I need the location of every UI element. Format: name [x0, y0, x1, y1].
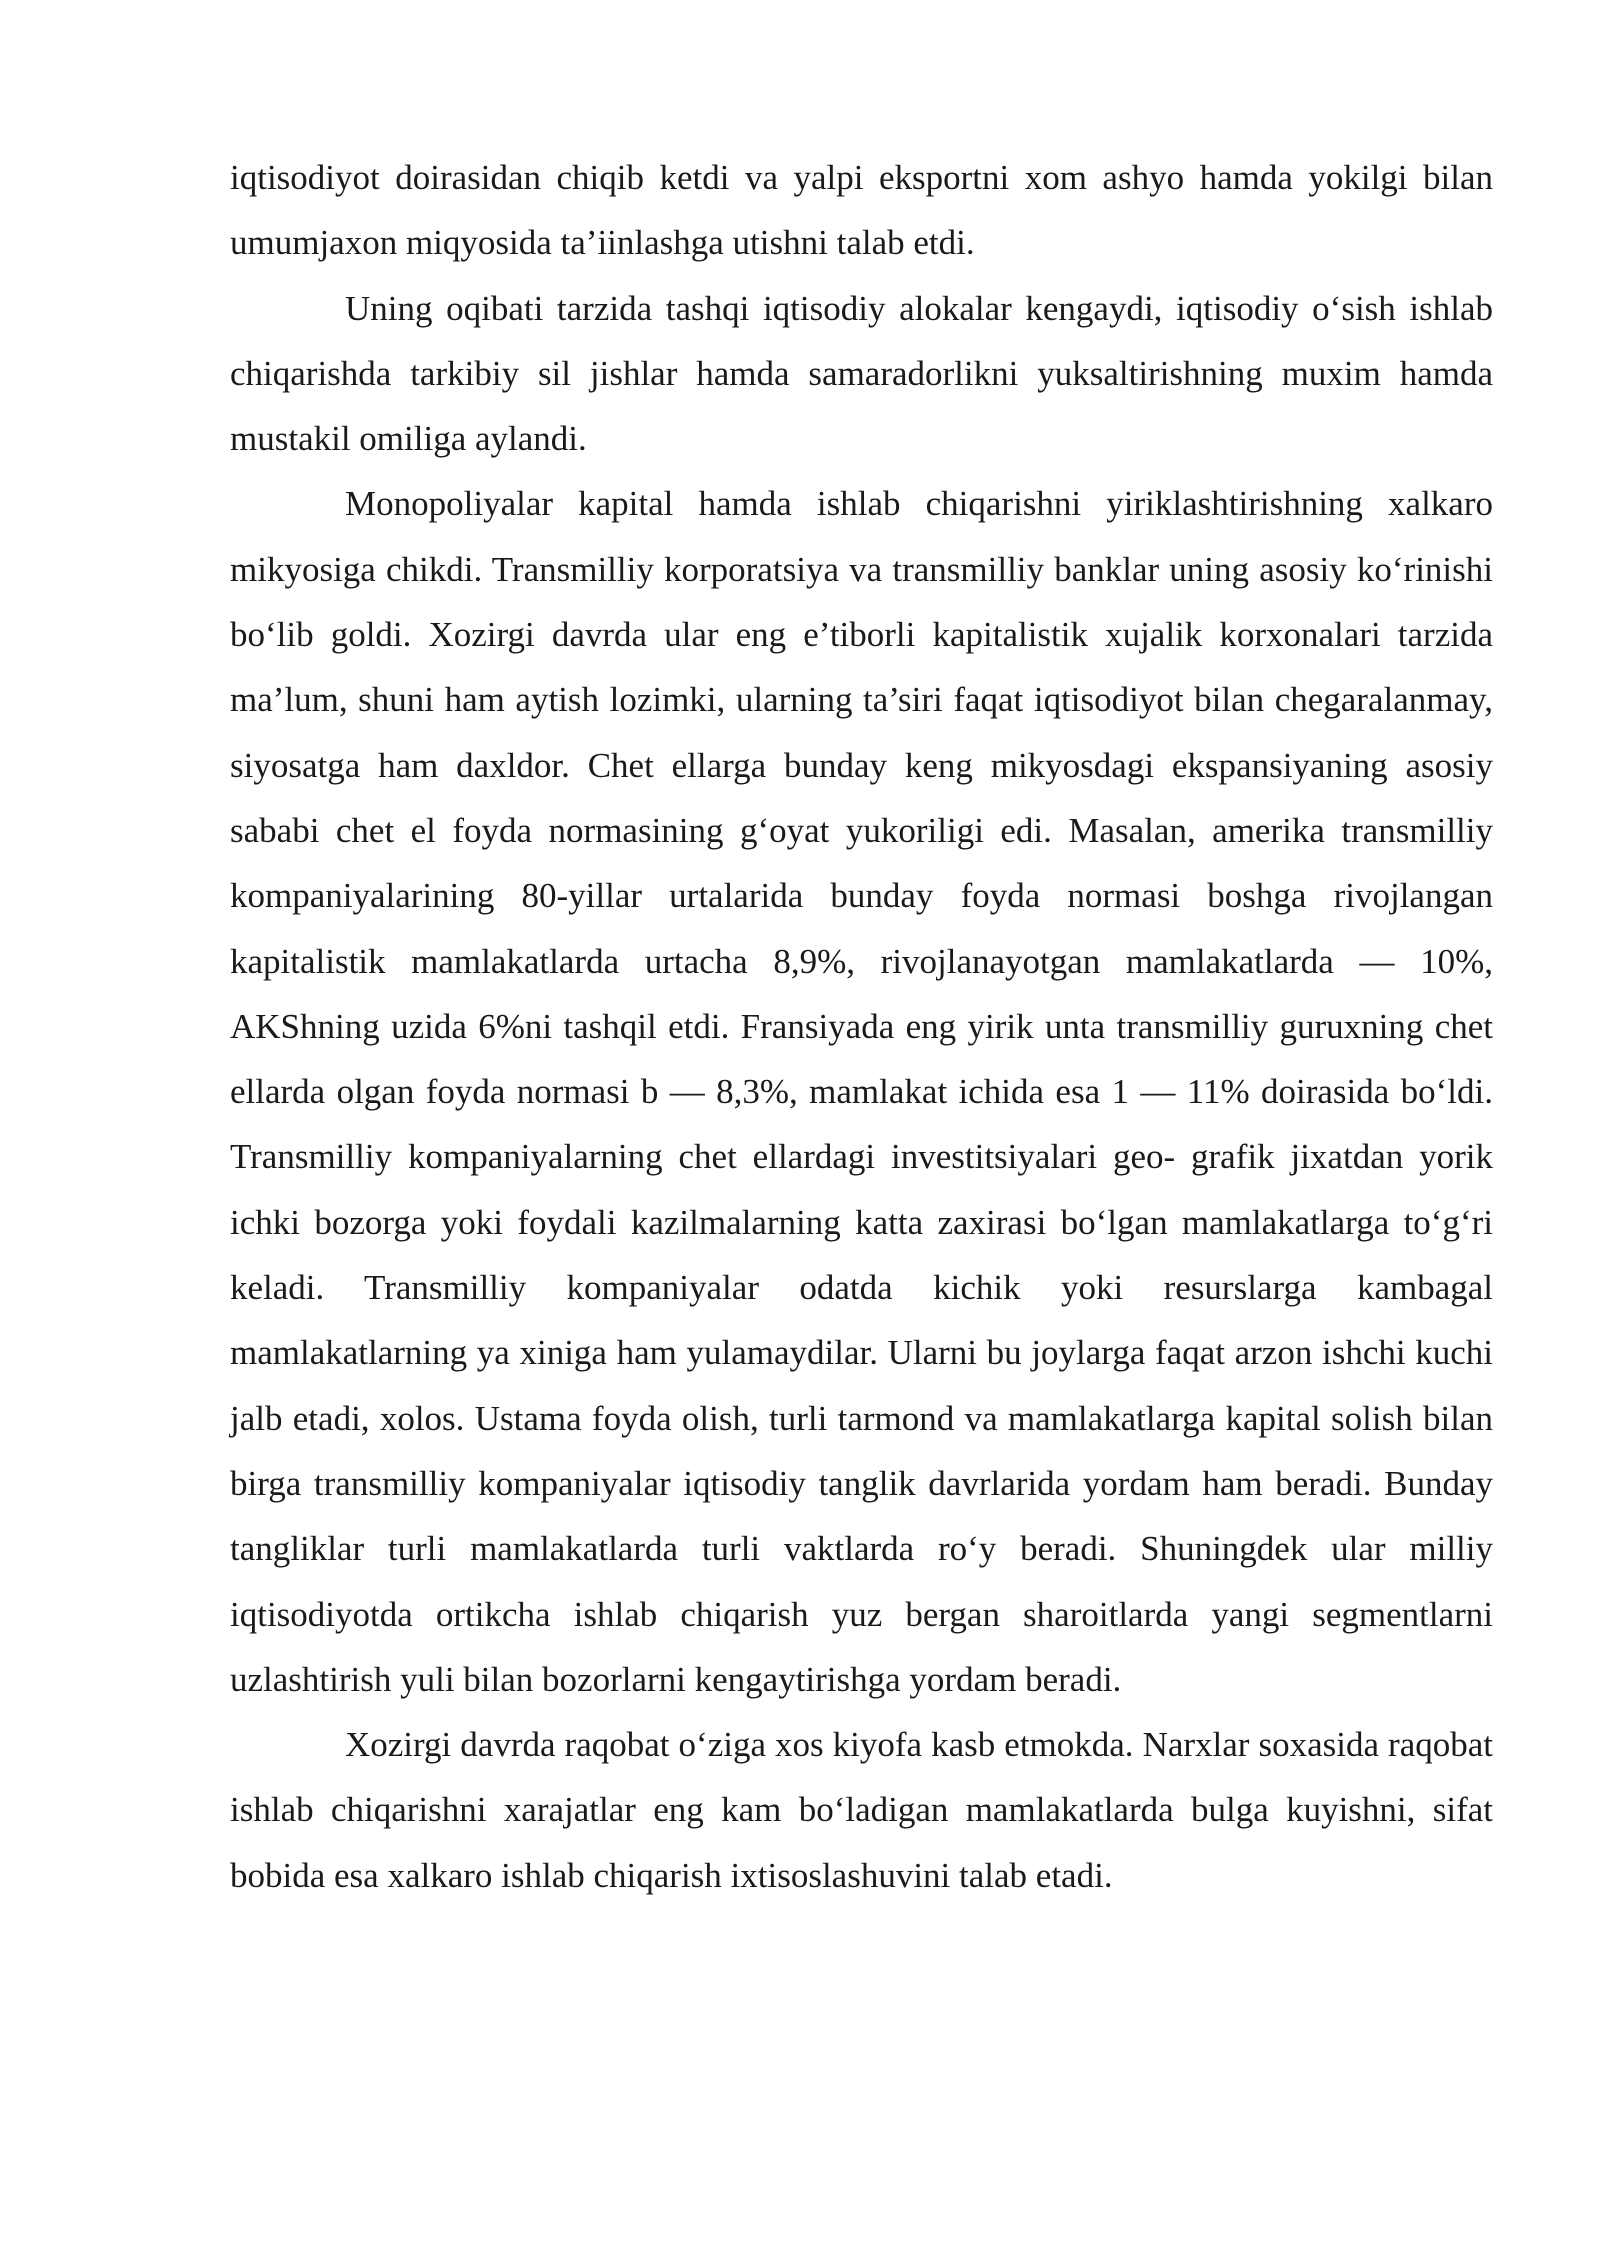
paragraph-4: Xozirgi davrda raqobat o‘ziga xos kiyofa kasb etmokda. Narxlar soxasida raqobat ishlab chiqarishni xarajatlar eng kam bo‘ladigan mamlakatlarda bulga kuyishni, sifat bobida esa xalkaro ishlab chiqarish ixtisoslashuvini talab etadi. — [230, 1725, 1493, 1895]
paragraph-1: iqtisodiyot doirasidan chiqib ketdi va yalpi eksportni xom ashyo hamda yokilgi bilan umumjaxon miqyosida ta’iinlashga utishni talab etdi. — [230, 158, 1493, 263]
paragraph-3: Monopoliyalar kapital hamda ishlab chiqarishni yiriklashtirishning xalkaro mikyosiga chikdi. Transmilliy korporatsiya va transmilliy banklar uning asosiy ko‘rinishi bo‘lib goldi. Xozirgi davrda ular eng e’tiborli kapitalistik xujalik korxonalari tarzida ma’lum, shuni ham aytish lozimki, ularning ta’siri faqat iqtisodiyot bilan chegaralanmay, siyosatga ham daxldor. Chet ellarga bunday keng mikyosdagi ekspansiyaning asosiy sababi chet el foyda normasining g‘oyat yukoriligi edi. Masalan, amerika transmilliy kompaniyalarining 80-yillar urtalarida bunday foyda normasi boshga rivojlangan kapitalistik mamlakatlarda urtacha 8,9%, rivojlanayotgan mamlakatlarda — 10%, AKShning uzida 6%ni tashqil etdi. Fransiyada eng yirik unta transmilliy guruxning chet ellarda olgan foyda normasi b — 8,3%, mamlakat ichida esa 1 — 11% doirasida bo‘ldi. Transmilliy kompaniyalarning chet ellardagi investitsiyalari geo- grafik jixatdan yorik ichki bozorga yoki foydali kazilmalarning katta zaxirasi bo‘lgan mamlakatlarga to‘g‘ri keladi. Transmilliy kompaniyalar odatda kichik yoki resurslarga kambagal mamlakatlarning ya xiniga ham yulamaydilar. Ularni bu joylarga faqat arzon ishchi kuchi jalb etadi, xolos. Ustama foyda olish, turli tarmond va mamlakatlarga kapital solish bilan birga transmilliy kompaniyalar iqtisodiy tanglik davrlarida yordam ham beradi. Bunday tangliklar turli mamlakatlarda turli vaktlarda ro‘y beradi. Shuningdek ular milliy iqtisodiyotda ortikcha ishlab chiqarish yuz bergan sharoitlarda yangi segmentlarni uzlashtirish yuli bilan bozorlarni kengaytirishga yordam beradi. — [230, 484, 1493, 1699]
paragraph-2: Uning oqibati tarzida tashqi iqtisodiy alokalar kengaydi, iqtisodiy o‘sish ishlab chiqarishda tarkibiy sil jishlar hamda samaradorlikni yuksaltirishning muxim hamda mustakil omiliga aylandi. — [230, 288, 1493, 459]
document-body — [230, 145, 1493, 1908]
